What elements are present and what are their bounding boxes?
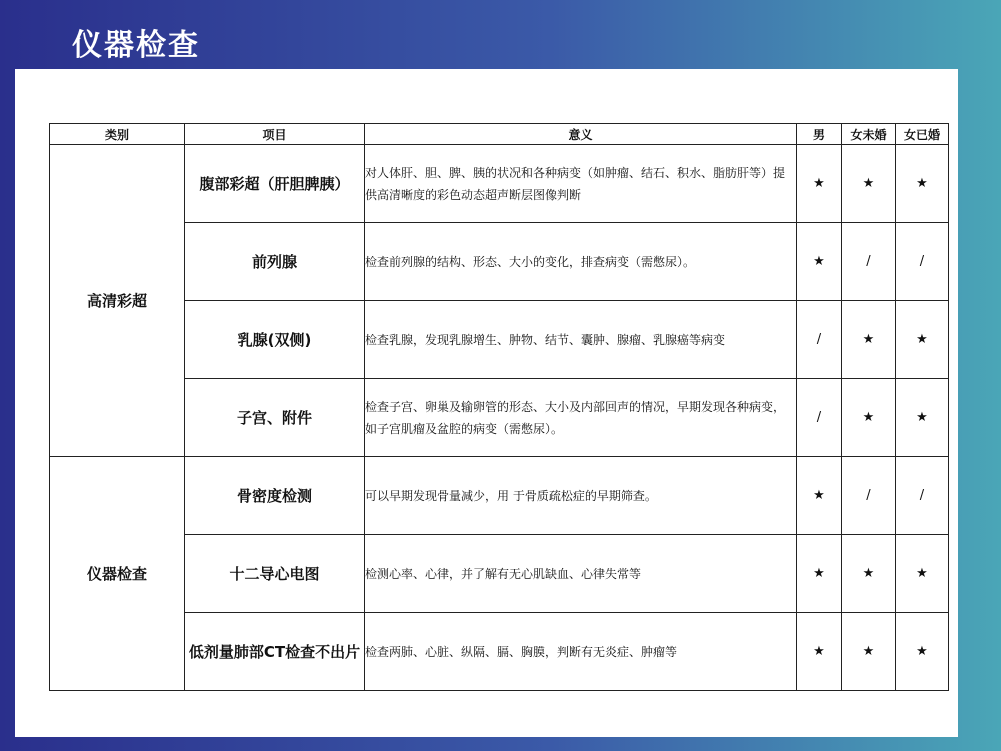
male-mark: ★ <box>797 613 842 691</box>
item-cell: 子宫、附件 <box>185 379 365 457</box>
table-row <box>50 613 949 691</box>
header-female-married: 女已婚 <box>896 124 949 145</box>
female-unmarried-mark: ★ <box>842 145 896 223</box>
item-cell: 腹部彩超（肝胆脾胰） <box>185 145 365 223</box>
table-row <box>50 145 949 223</box>
meaning-cell: 可以早期发现骨量减少，用 于骨质疏松症的早期筛查。 <box>365 457 797 535</box>
female-unmarried-mark: ★ <box>842 535 896 613</box>
female-unmarried-mark: ★ <box>842 301 896 379</box>
header-item: 项目 <box>185 124 365 145</box>
male-mark: / <box>797 379 842 457</box>
meaning-cell: 检查前列腺的结构、形态、大小的变化，排查病变（需憋尿）。 <box>365 223 797 301</box>
content-panel <box>15 69 958 737</box>
header-female-unmarried: 女未婚 <box>842 124 896 145</box>
item-cell: 十二导心电图 <box>185 535 365 613</box>
meaning-cell: 检查子宫、卵巢及输卵管的形态、大小及内部回声的情况，早期发现各种病变，如子宫肌瘤及盆腔的病变（需憋尿）。 <box>365 379 797 457</box>
female-married-mark: / <box>896 457 949 535</box>
table-row <box>50 457 949 535</box>
header-meaning: 意义 <box>365 124 797 145</box>
table-header-row <box>50 124 949 145</box>
meaning-cell: 检查两肺、心脏、纵隔、膈、胸膜，判断有无炎症、肿瘤等 <box>365 613 797 691</box>
category-cell: 高清彩超 <box>50 145 185 457</box>
header-category: 类别 <box>50 124 185 145</box>
female-married-mark: ★ <box>896 613 949 691</box>
item-cell: 低剂量肺部CT检查不出片 <box>185 613 365 691</box>
table-row <box>50 223 949 301</box>
male-mark: ★ <box>797 145 842 223</box>
exam-table <box>49 123 949 691</box>
meaning-cell: 检测心率、心律，并了解有无心肌缺血、心律失常等 <box>365 535 797 613</box>
table-row <box>50 535 949 613</box>
item-cell: 乳腺(双侧) <box>185 301 365 379</box>
table-row <box>50 301 949 379</box>
male-mark: / <box>797 301 842 379</box>
male-mark: ★ <box>797 457 842 535</box>
female-married-mark: ★ <box>896 301 949 379</box>
female-married-mark: ★ <box>896 145 949 223</box>
table-row <box>50 379 949 457</box>
female-unmarried-mark: / <box>842 223 896 301</box>
meaning-cell: 对人体肝、胆、脾、胰的状况和各种病变（如肿瘤、结石、积水、脂肪肝等）提供高清晰度的彩色动态超声断层图像判断 <box>365 145 797 223</box>
category-cell: 仪器检查 <box>50 457 185 691</box>
female-unmarried-mark: ★ <box>842 379 896 457</box>
item-cell: 骨密度检测 <box>185 457 365 535</box>
meaning-cell: 检查乳腺，发现乳腺增生、肿物、结节、囊肿、腺瘤、乳腺癌等病变 <box>365 301 797 379</box>
female-married-mark: ★ <box>896 535 949 613</box>
female-unmarried-mark: ★ <box>842 613 896 691</box>
header-male: 男 <box>797 124 842 145</box>
page-title: 仪器检查 <box>72 28 200 63</box>
male-mark: ★ <box>797 535 842 613</box>
item-cell: 前列腺 <box>185 223 365 301</box>
male-mark: ★ <box>797 223 842 301</box>
female-unmarried-mark: / <box>842 457 896 535</box>
female-married-mark: / <box>896 223 949 301</box>
female-married-mark: ★ <box>896 379 949 457</box>
